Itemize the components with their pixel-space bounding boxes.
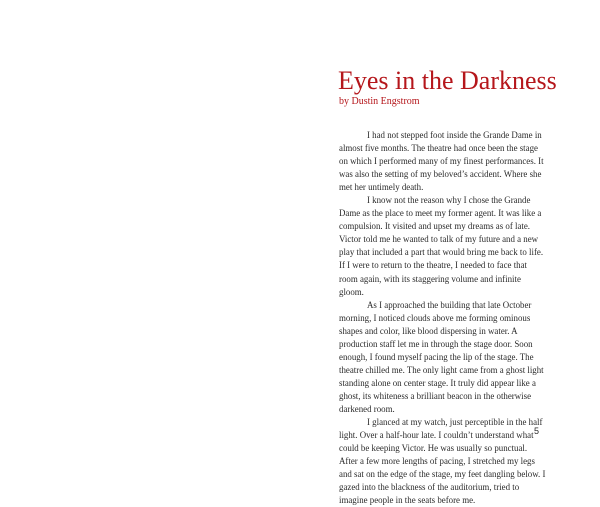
- story-paragraph: I know not the reason why I chose the Grande Dame as the place to meet my former agent. It was like a compulsion. It visited and upset my dreams as of late. Victor told me he wanted to talk of my future and a new play that included a part that would bring me back to life. If I were to return to the theatre, I needed to face that room again, with its staggering volume and infinite gloom.: [339, 195, 544, 297]
- page-number: 5: [534, 426, 540, 436]
- story-body: [339, 129, 547, 507]
- story-paragraph: I glanced at my watch, just perceptible in the half light. Over a half-hour late. I couldn’t understand what could be keeping Victor. He was usually so punctual. After a few more lengths of pacing, I stretched my legs and sat on the edge of the stage, my feet dangling below. I gazed into the blackness of the auditorium, tried to imagine people in the seats before me.: [339, 417, 546, 506]
- story-byline: by Dustin Engstrom: [339, 96, 420, 107]
- story-paragraph: As I approached the building that late October morning, I noticed clouds above me forming ominous shapes and color, like blood dispersing in water. A production staff let me in through the stage door. Soon enough, I found myself pacing the lip of the stage. The theatre chilled me. The only light came from a ghost light standing alone on center stage. It truly did appear like a ghost, its whiteness a brilliant beacon in the otherwise darkened room.: [339, 299, 544, 414]
- story-paragraph: I had not stepped foot inside the Grande Dame in almost five months. The theatre had once been the stage on which I performed many of my finest performances. It was also the setting of my beloved’s accident. Where she met her untimely death.: [339, 130, 544, 193]
- story-title: Eyes in the Darkness: [338, 66, 557, 95]
